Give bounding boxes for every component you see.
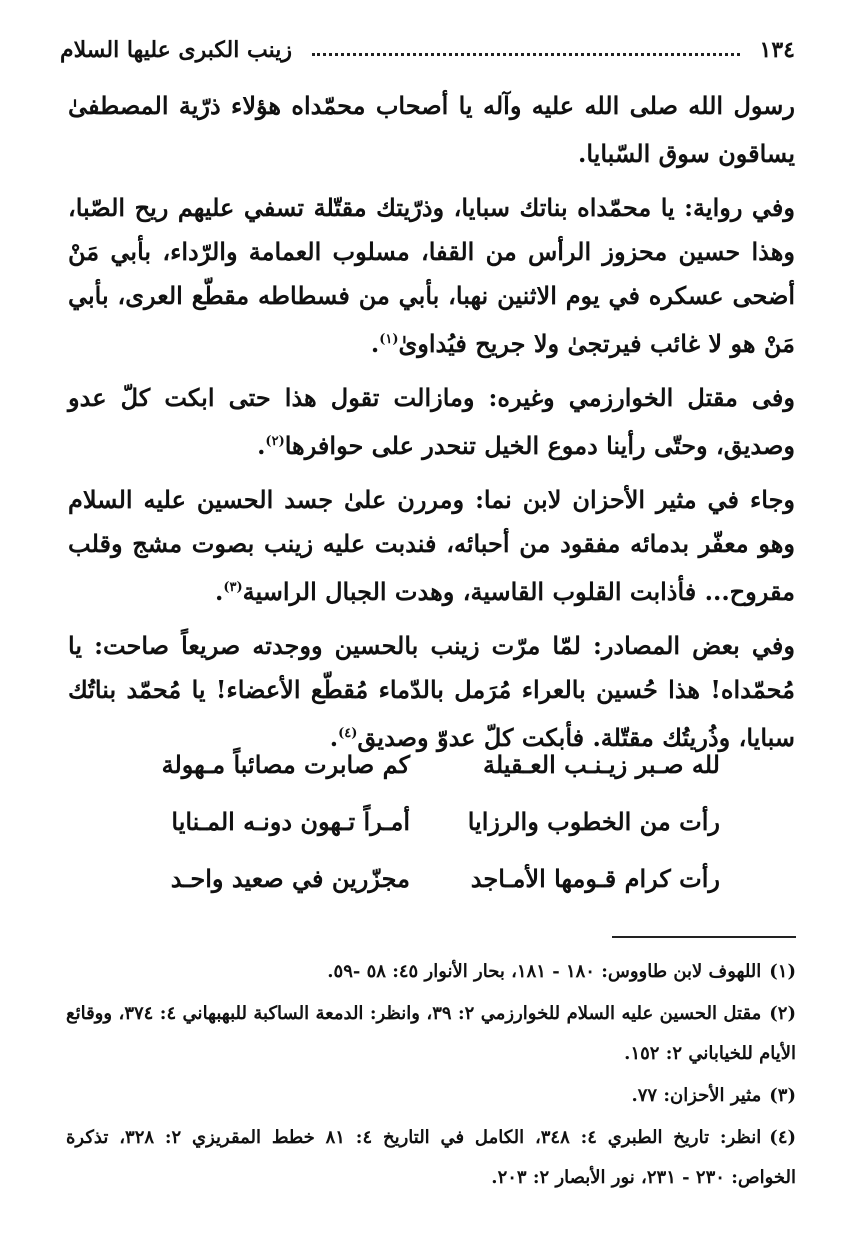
poem-first-hemistich: لله صـبر زيـنـب العـقيلة <box>482 750 720 779</box>
paragraph: وفي رواية: يا محمّداه بناتك سبايا، وذرّيتك مقتّلة تسفي عليهم ريح الصّبا، وهذا حسين محزوز الرأس من القفا، مسلوب العمامة والرّداء، بأبي مَنْ أضحى عسكره في يوم الاثنين نهبا، بأبي من فسطاطه مقطّع العرى، بأبي مَنْ هو لا غائب فيرتجىٰ ولا جريح فيُداوىٰ$^{(١)}$. <box>68 193 795 358</box>
body-text <box>68 84 795 770</box>
footnote <box>66 994 796 1074</box>
footnote-ref: (١) <box>379 332 399 347</box>
poem-verse <box>150 736 720 793</box>
footnote-ref: (٣) <box>223 580 243 595</box>
paragraph: وفى مقتل الخوارزمي وغيره: ومازالت تقول هذا حتى ابكت كلّ عدو وصديق، وحتّى رأينا دموع الخيل تنحدر على حوافرها$^{(٢)}$. <box>68 383 795 460</box>
page-header <box>60 30 795 70</box>
footnotes <box>66 952 796 1200</box>
paragraph: وفي بعض المصادر: لمّا مرّت زينب بالحسين ووجدته صريعاً صاحت: يا مُحمّداه! هذا حُسين بالعراء مُرَمل بالدّماء مُقطّع الأعضاء! يا مُحمّد بناتُك سبايا، وذُريتُك مقتّلة. فأبكت كلّ عدوّ وصديق$^{(٤)}$. <box>68 631 795 752</box>
poem-verse <box>150 793 720 850</box>
poem-second-hemistich: أمـراً تـهون دونـه المـنايا <box>171 807 410 836</box>
poem-first-hemistich: رأت من الخطوب والرزايا <box>467 807 720 836</box>
footnote-text: مثير الأحزان: ٧٧. <box>631 1085 762 1106</box>
running-title: زينب الكبرى عليها السلام <box>60 37 293 63</box>
footnote-ref: (٢) <box>265 434 285 449</box>
footnote-text: مقتل الحسين عليه السلام للخوارزمي ٢: ٣٩، وانظر: الدمعة الساكبة للبهبهاني ٤: ٣٧٤، ووقائع الأيام للخياباني ٢: ١٥٢. <box>66 1003 796 1064</box>
poem <box>150 736 720 907</box>
page-number: ١٣٤ <box>759 37 795 63</box>
poem-second-hemistich: مجزّرين في صعيد واحـد <box>170 864 410 893</box>
poem-first-hemistich: رأت كرام قـومها الأمـاجد <box>470 864 720 893</box>
poem-verse <box>150 850 720 907</box>
footnote <box>66 1076 796 1116</box>
footnote-ref: (٤) <box>338 726 358 741</box>
poem-second-hemistich: كم صابرت مصائباً مـهولة <box>161 750 410 779</box>
footnote-number: (٤) <box>769 1127 797 1148</box>
footnote-text: انظر: تاريخ الطبري ٤: ٣٤٨، الكامل في التاريخ ٤: ٨١ خطط المقريزي ٢: ٣٢٨، تذكرة الخواص: ٢٣٠ - ٢٣١، نور الأبصار ٢: ٢٠٣. <box>66 1127 796 1188</box>
footnote-number: (١) <box>769 961 796 982</box>
footnote-text: اللهوف لابن طاووس: ١٨٠ - ١٨١، بحار الأنوار ٤٥: ٥٨ -٥٩. <box>327 961 762 982</box>
footnote-number: (٣) <box>769 1085 796 1106</box>
paragraph: رسول الله صلى الله عليه وآله يا أصحاب محمّداه هؤلاء ذرّية المصطفىٰ يساقون سوق السّبايا. <box>68 91 795 168</box>
header-dotted-leader <box>312 53 740 56</box>
footnote <box>66 1118 796 1198</box>
footnote-separator <box>612 936 796 938</box>
footnote-number: (٢) <box>769 1003 796 1024</box>
footnote <box>66 952 796 992</box>
paragraph: وجاء في مثير الأحزان لابن نما: ومررن علىٰ جسد الحسين عليه السلام وهو معفّر بدمائه مفقود من أحبائه، فندبت عليه زينب بصوت مشج وقلب مقروح... فأذابت القلوب القاسية، وهدت الجبال الراسية$^{(٣)}$. <box>68 485 795 606</box>
